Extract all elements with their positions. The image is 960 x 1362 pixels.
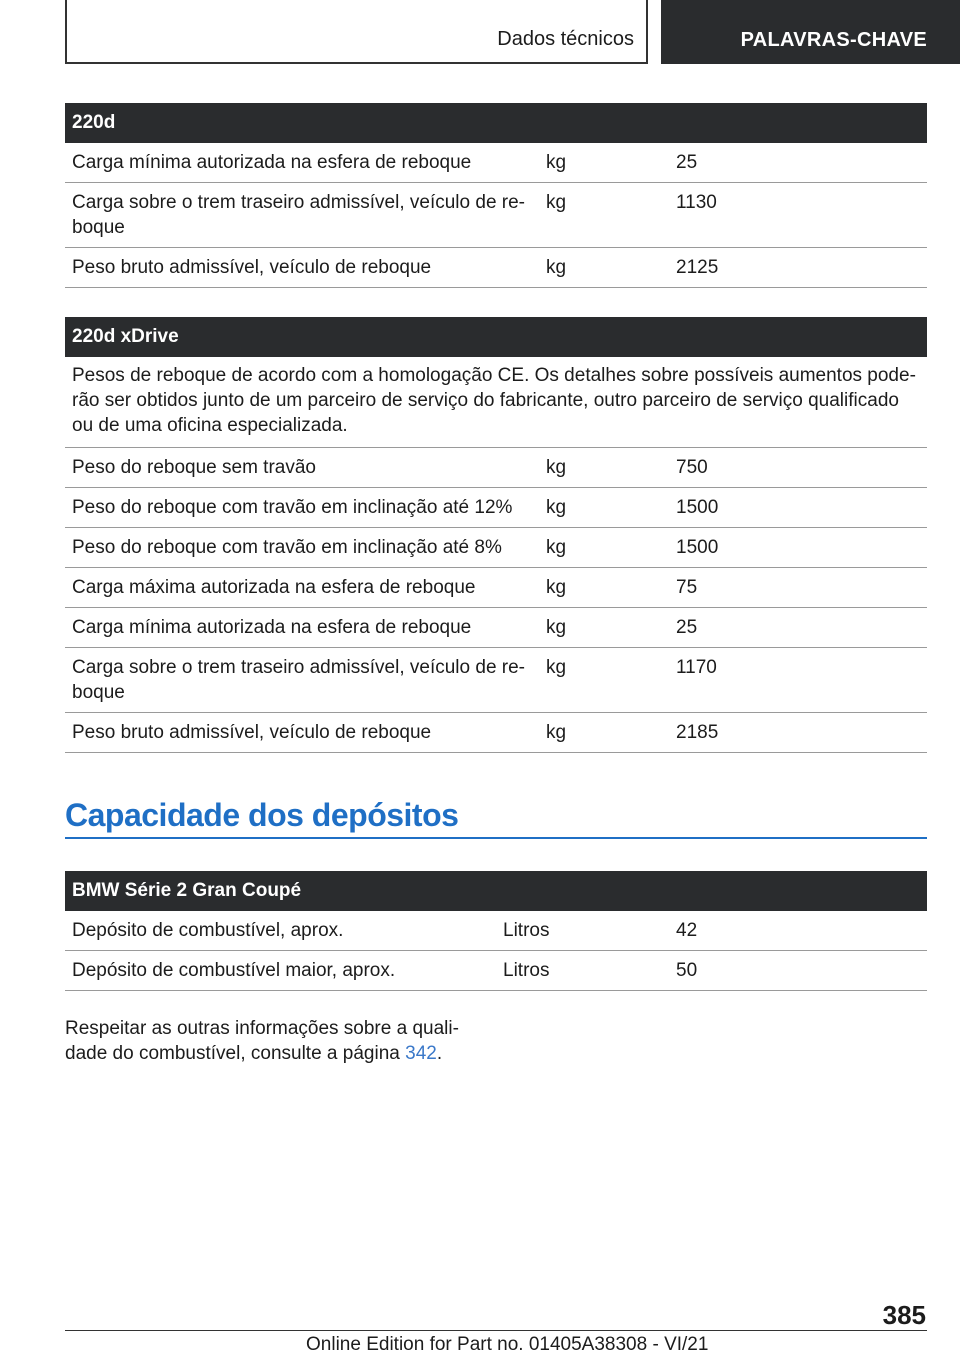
row-value: 1170: [676, 657, 717, 678]
row-label: Peso do reboque sem travão: [72, 457, 316, 478]
row-unit: kg: [546, 617, 567, 638]
section-tab: [65, 0, 648, 64]
row-unit: Litros: [503, 920, 550, 941]
keywords-label: PALAVRAS-CHAVE: [740, 29, 927, 51]
edition-text: Online Edition for Part no. 01405A38308 - VI/21: [306, 1334, 709, 1355]
row-unit: kg: [546, 657, 567, 678]
fuel-quality-note: [65, 1016, 465, 1066]
table-row: [65, 183, 927, 248]
note-text: Respeitar as outras informações sobre a quali- dade do combustível, consulte a página: [65, 1018, 459, 1064]
row-label: Depósito de combustível, aprox.: [72, 920, 344, 941]
table-row: [65, 568, 927, 608]
table-row: [65, 951, 927, 991]
row-value: 1130: [676, 192, 717, 213]
table-220d-xdrive: [65, 317, 927, 753]
table-title: 220d: [65, 103, 927, 143]
row-unit: kg: [546, 192, 567, 213]
row-value: 2185: [676, 722, 719, 743]
row-label: Carga máxima autorizada na esfera de reboque: [72, 577, 476, 598]
table-row: [65, 608, 927, 648]
row-value: 1500: [676, 537, 719, 558]
section-title: Dados técnicos: [497, 28, 634, 50]
table-title: BMW Série 2 Gran Coupé: [65, 871, 927, 911]
table-row: [65, 143, 927, 183]
footer-divider: [65, 1330, 927, 1331]
table-row: [65, 488, 927, 528]
table-row: [65, 248, 927, 288]
row-label: Peso do reboque com travão em inclinação até 12%: [72, 497, 513, 518]
row-value: 2125: [676, 257, 719, 278]
row-label: Carga mínima autorizada na esfera de reboque: [72, 152, 472, 173]
table-row: [65, 648, 927, 713]
table-title: 220d xDrive: [65, 317, 927, 357]
row-unit: kg: [546, 497, 567, 518]
table-tank-capacity: [65, 871, 927, 991]
row-unit: kg: [546, 457, 567, 478]
row-label: Peso bruto admissível, veículo de reboque: [72, 722, 432, 743]
row-unit: kg: [546, 577, 567, 598]
row-value: 25: [676, 152, 698, 173]
row-unit: kg: [546, 152, 567, 173]
row-label: Carga sobre o trem traseiro admissível, veículo de re- boque: [72, 192, 526, 238]
row-label: Carga sobre o trem traseiro admissível, veículo de re- boque: [72, 657, 526, 703]
table-note: Pesos de reboque de acordo com a homologação CE. Os detalhes sobre possíveis aumentos pode- rão ser obtidos junto de um parceiro de serviço do fabricante, outro parceiro de serviço qualificado ou de uma oficina especializada.: [65, 357, 927, 448]
row-value: 1500: [676, 497, 719, 518]
table-row: [65, 528, 927, 568]
page-number: 385: [882, 1300, 926, 1330]
row-value: 42: [676, 920, 698, 941]
row-unit: kg: [546, 722, 567, 743]
table-220d: [65, 103, 927, 288]
section-heading: Capacidade dos depósitos: [65, 795, 927, 839]
row-value: 25: [676, 617, 698, 638]
row-label: Peso bruto admissível, veículo de reboque: [72, 257, 432, 278]
row-unit: Litros: [503, 960, 550, 981]
keywords-tab[interactable]: [661, 0, 960, 64]
note-text-end: .: [436, 1043, 443, 1064]
row-value: 750: [676, 457, 708, 478]
row-value: 75: [676, 577, 698, 598]
table-row: [65, 713, 927, 753]
row-label: Depósito de combustível maior, aprox.: [72, 960, 396, 981]
row-label: Peso do reboque com travão em inclinação até 8%: [72, 537, 502, 558]
row-unit: kg: [546, 257, 567, 278]
row-unit: kg: [546, 537, 567, 558]
table-row: [65, 448, 927, 488]
row-value: 50: [676, 960, 698, 981]
page-link[interactable]: 342: [405, 1043, 437, 1064]
row-label: Carga mínima autorizada na esfera de reboque: [72, 617, 472, 638]
table-row: [65, 911, 927, 951]
